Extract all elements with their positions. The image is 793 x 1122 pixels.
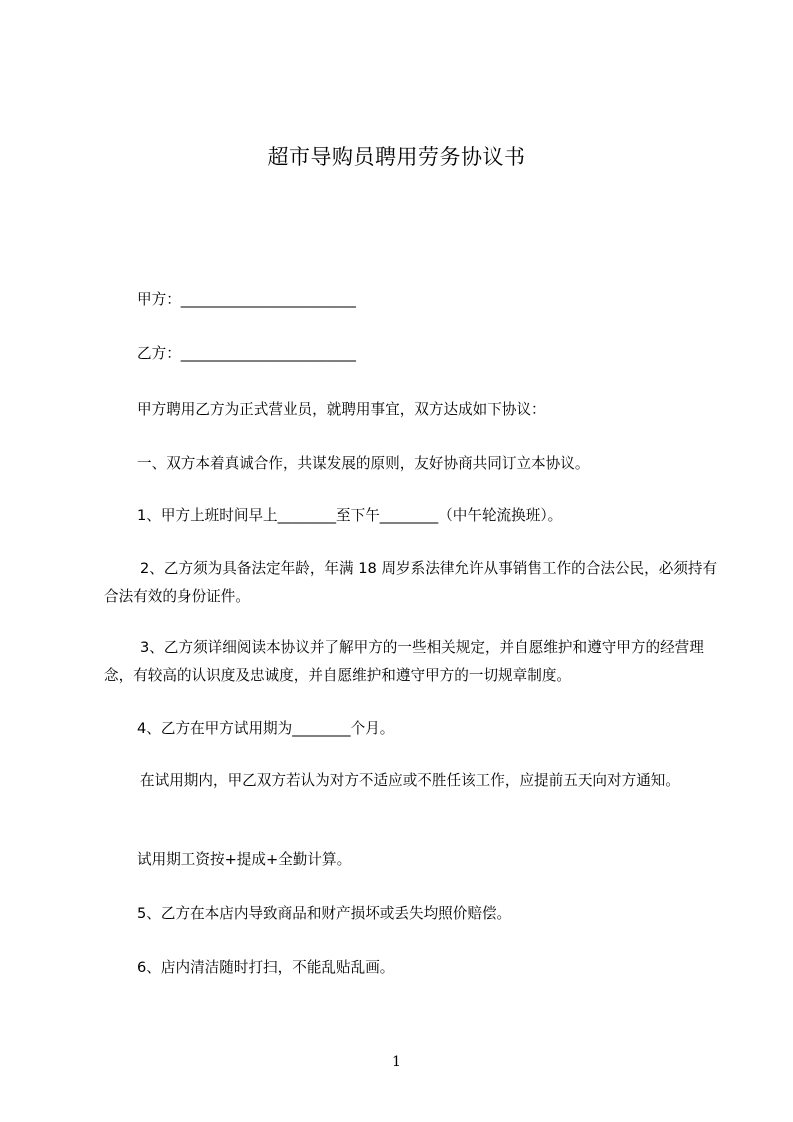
probation-pay-paragraph: 试用期工资按+提成+全勤计算。 xyxy=(137,851,352,868)
page-number: 1 xyxy=(392,1054,401,1070)
probation-notice-paragraph: 在试用期内，甲乙双方若认为对方不适应或不胜任该工作，应提前五天向对方通知。 xyxy=(140,772,680,789)
party-a-line: 甲方：________________________ xyxy=(137,291,356,308)
intro-paragraph: 甲方聘用乙方为正式营业员，就聘用事宜，双方达成如下协议： xyxy=(137,401,546,418)
item-4-paragraph: 4、乙方在甲方试用期为________个月。 xyxy=(137,720,395,737)
clause-one-paragraph: 一、双方本着真诚合作，共谋发展的原则，友好协商共同订立本协议。 xyxy=(137,455,590,472)
item-6-paragraph: 6、店内清洁随时打扫，不能乱贴乱画。 xyxy=(137,959,395,976)
item-5-paragraph: 5、乙方在本店内导致商品和财产损坏或丢失均照价赔偿。 xyxy=(137,905,512,922)
item-3-paragraph: 3、乙方须详细阅读本协议并了解甲方的一些相关规定，并自愿维护和遵守甲方的经营理念，有较高的认识度及忠诚度，并自愿维护和遵守甲方的一切规章制度。 xyxy=(104,639,704,684)
party-b-line: 乙方：________________________ xyxy=(137,345,356,362)
item-1-paragraph: 1、甲方上班时间早上________至下午________（中午轮流换班）。 xyxy=(137,507,563,524)
item-2-paragraph: 2、乙方须为具备法定年龄，年满 18 周岁系法律允许从事销售工作的合法公民，必须持有合法有效的身份证件。 xyxy=(104,560,718,605)
document-title: 超市导购员聘用劳务协议书 xyxy=(267,145,526,169)
